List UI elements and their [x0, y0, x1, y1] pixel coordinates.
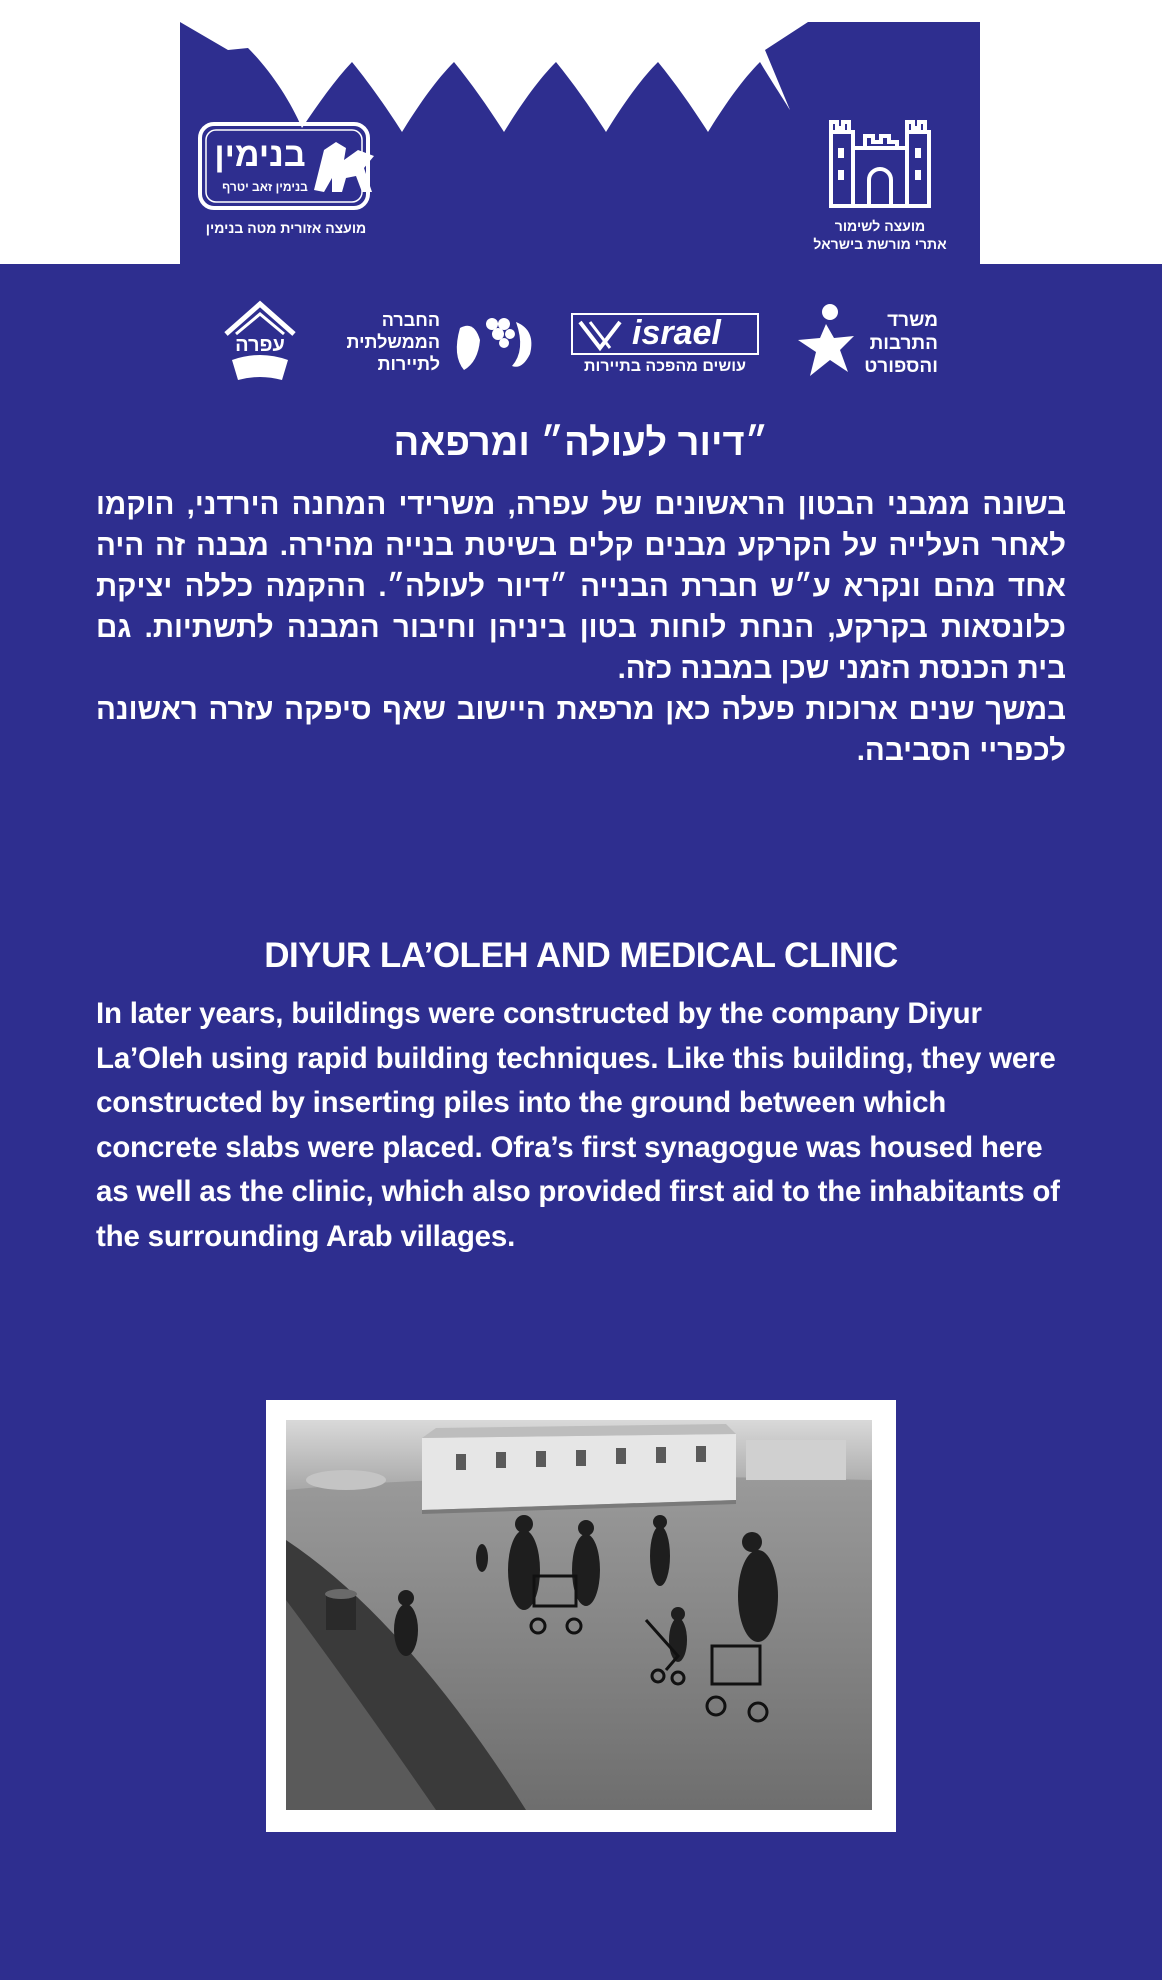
- ofra-name: עפרה: [235, 334, 285, 356]
- culture-ministry-line1: משרד: [887, 310, 938, 331]
- star-figure-icon: [796, 302, 856, 382]
- fruit-icon: [450, 310, 536, 374]
- binyamin-name: בנימין: [214, 136, 306, 174]
- historic-photo: [286, 1420, 872, 1810]
- binyamin-caption: מועצה אזורית מטה בנימין: [205, 220, 367, 236]
- israel-tourism-slogan: עושים מהפכה בתיירות: [584, 358, 746, 375]
- hebrew-body: [96, 484, 1066, 771]
- culture-ministry-line3: והספורט: [864, 356, 938, 377]
- israel-tourism-logo: [570, 308, 760, 380]
- tourism-company-line3: לתיירות: [377, 354, 440, 374]
- binyamin-motto: בנימין זאב יטרף: [222, 180, 308, 194]
- photo-frame: [266, 1400, 896, 1832]
- ofra-logo: [222, 300, 298, 386]
- culture-ministry-logo: [796, 300, 942, 386]
- tourism-company-logo: [330, 308, 540, 380]
- tourism-company-line2: הממשלתית: [346, 332, 440, 352]
- prefab-building: [422, 1424, 736, 1514]
- hebrew-paragraph-1: בשונה ממבני הבטון הראשונים של עפרה, משרידי המחנה הירדני, הוקמו לאחר העלייה על הקרקע מבנים קלים בשיטת בנייה מהירה. מבנה זה היה אחד מהם ונקרא ע״ש חברת הבנייה ״דיור לעולה״. ההקמה כללה יציקת כלונסאות בקרקע, הנחת לוחות בטון ביניהן וחיבור המבנה לתשתיות. גם בית הכנסת הזמני שכן במבנה כזה.: [96, 488, 1066, 685]
- hebrew-title: ״דיור לעולה״ ומרפאה: [393, 422, 769, 464]
- tourism-company-line1: החברה: [381, 310, 440, 330]
- english-title: DIYUR LA’OLEH AND MEDICAL CLINIC: [264, 936, 898, 975]
- wolf-icon: [314, 142, 374, 192]
- english-body: In later years, buildings were constructed by the company Diyur La’Oleh using rapid building techniques. Like this building, they were constructed by inserting piles into the ground between which concrete slabs were placed. Ofra’s first synagogue was housed here as well as the clinic, which also provided first aid to the inhabitants of the surrounding Arab villages.: [96, 997, 1060, 1253]
- heritage-council-logo: [790, 110, 970, 255]
- heritage-line2: אתרי מורשת בישראל: [813, 236, 947, 252]
- binyamin-logo: [196, 120, 386, 250]
- israel-wordmark: israel: [632, 314, 721, 352]
- hebrew-paragraph-2: במשך שנים ארוכות פעלה כאן מרפאת היישוב שאף סיפקה עזרה ראשונה לכפריי הסביבה.: [96, 693, 1066, 767]
- city-gate-icon: [825, 110, 935, 210]
- heritage-line1: מועצה לשימור: [834, 218, 926, 234]
- culture-ministry-line2: התרבות: [869, 333, 938, 354]
